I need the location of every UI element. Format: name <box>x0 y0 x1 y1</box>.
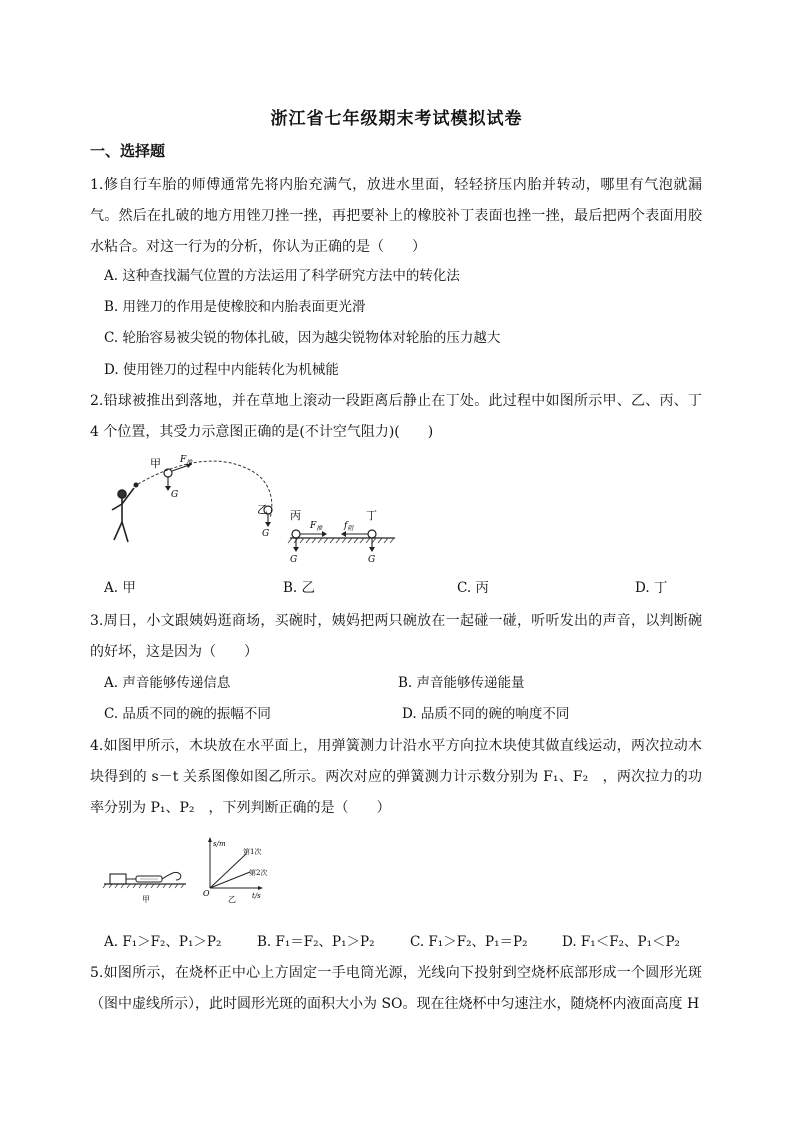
question-3-option-b[interactable]: B. 声音能够传递能量 <box>398 675 525 691</box>
section-heading: 一、选择题 <box>90 142 166 160</box>
gravity-label-ding: G <box>368 555 376 565</box>
question-1-option-b[interactable]: B. 用锉刀的作用是使橡胶和内胎表面更光滑 <box>104 299 366 315</box>
question-1-stem: 1.修自行车胎的师傅通常先将内胎充满气，放进水里面，轻轻挤压内胎并转动，哪里有气泡就漏气。然后在扎破的地方用锉刀挫一挫，再把要补上的橡胶补丁表面也挫一挫，最后把两个表面用胶水粘合。对这一行为的分析，你认为正确的是（ ） <box>90 177 702 255</box>
block-apparatus <box>103 872 186 888</box>
label-bing: 丙 <box>290 509 301 522</box>
figure-label-jia: 甲 <box>142 895 150 904</box>
question-4-option-b[interactable]: B. F₁＝F₂、P₁＞P₂ <box>257 934 375 950</box>
label-yi: 乙 <box>257 503 268 516</box>
force-label-bing: F <box>310 521 317 531</box>
question-3-option-d[interactable]: D. 品质不同的碗的响度不同 <box>402 706 570 722</box>
question-1-option-c[interactable]: C. 轮胎容易被尖锐的物体扎破，因为越尖锐物体对轮胎的压力越大 <box>104 330 501 346</box>
question-3-option-c[interactable]: C. 品质不同的碗的振幅不同 <box>104 706 271 722</box>
question-4-option-d[interactable]: D. F₁＜F₂、P₁＜P₂ <box>562 934 680 950</box>
graph-origin: O <box>203 889 210 898</box>
question-1-option-d[interactable]: D. 使用锉刀的过程中内能转化为机械能 <box>104 362 339 378</box>
graph-line-2-label: 第2次 <box>249 869 268 877</box>
force-sub-jia: 推 <box>186 459 193 466</box>
athlete-figure <box>112 488 134 542</box>
ball-jia <box>164 469 172 477</box>
force-label-jia: F <box>180 455 187 465</box>
gravity-label-yi: G <box>262 529 270 539</box>
friction-label-ding: f <box>344 521 348 531</box>
question-5-stem: 5.如图所示，在烧杯正中心上方固定一手电筒光源，光线向下投射到空烧杯底部形成一个圆形光斑（图中虚线所示），此时圆形光斑的面积大小为 SO。现在往烧杯中匀速注水，随烧杯内液面高度 H <box>90 965 702 1012</box>
graph-xlabel: t/s <box>252 892 261 900</box>
question-2-option-c[interactable]: C. 丙 <box>457 580 489 596</box>
shot-put-figure <box>100 450 400 570</box>
svg-text:f阻 <box>343 521 354 532</box>
question-3-option-a[interactable]: A. 声音能够传递信息 <box>104 675 231 691</box>
label-ding: 丁 <box>366 509 377 522</box>
question-2-option-a[interactable]: A. 甲 <box>104 580 136 596</box>
svg-text:F推 <box>309 521 323 532</box>
page-title: 浙江省七年级期末考试模拟试卷 <box>270 109 523 129</box>
question-4-stem: 4.如图甲所示，木块放在水平面上，用弹簧测力计沿水平方向拉木块使其做直线运动，两次拉动木块得到的 s－t 关系图像如图乙所示。两次对应的弹簧测力计示数分别为 F₁、F₂ ，两次拉力的功率分别为 P₁、P₂ ，下列判断正确的是（ ） <box>90 738 702 816</box>
svg-text:F推 <box>179 455 193 466</box>
question-2-option-b[interactable]: B. 乙 <box>283 580 316 596</box>
ball-bing <box>292 530 300 538</box>
label-jia: 甲 <box>150 457 161 470</box>
question-1-option-a[interactable]: A. 这种查找漏气位置的方法运用了科学研究方法中的转化法 <box>104 268 460 284</box>
spring-scale-figure <box>100 836 280 906</box>
gravity-label-bing: G <box>290 555 298 565</box>
friction-sub-ding: 阻 <box>347 525 354 532</box>
question-2-stem: 2.铅球被推出到落地，并在草地上滚动一段距离后静止在丁处。此过程中如图所示甲、乙、丙、丁 4 个位置，其受力示意图正确的是(不计空气阻力)( ) <box>90 393 702 440</box>
ball-ding <box>368 530 376 538</box>
question-4-option-c[interactable]: C. F₁＞F₂、P₁＝P₂ <box>410 934 528 950</box>
shot-ball <box>134 483 139 488</box>
gravity-label-jia: G <box>171 490 179 500</box>
graph-line-2 <box>210 872 250 888</box>
graph-line-1-label: 第1次 <box>243 848 262 856</box>
question-2-option-d[interactable]: D. 丁 <box>635 580 668 596</box>
ground-hatch <box>288 538 394 543</box>
graph-ylabel: s/m <box>213 840 226 848</box>
question-4-option-a[interactable]: A. F₁＞F₂、P₁＞P₂ <box>104 934 222 950</box>
graph-line-1 <box>210 854 246 888</box>
force-sub-bing: 推 <box>316 525 323 532</box>
question-3-stem: 3.周日，小文跟姨妈逛商场，买碗时，姨妈把两只碗放在一起碰一碰，听听发出的声音，以判断碗的好坏，这是因为（ ） <box>90 613 702 660</box>
figure-label-yi: 乙 <box>228 895 236 904</box>
